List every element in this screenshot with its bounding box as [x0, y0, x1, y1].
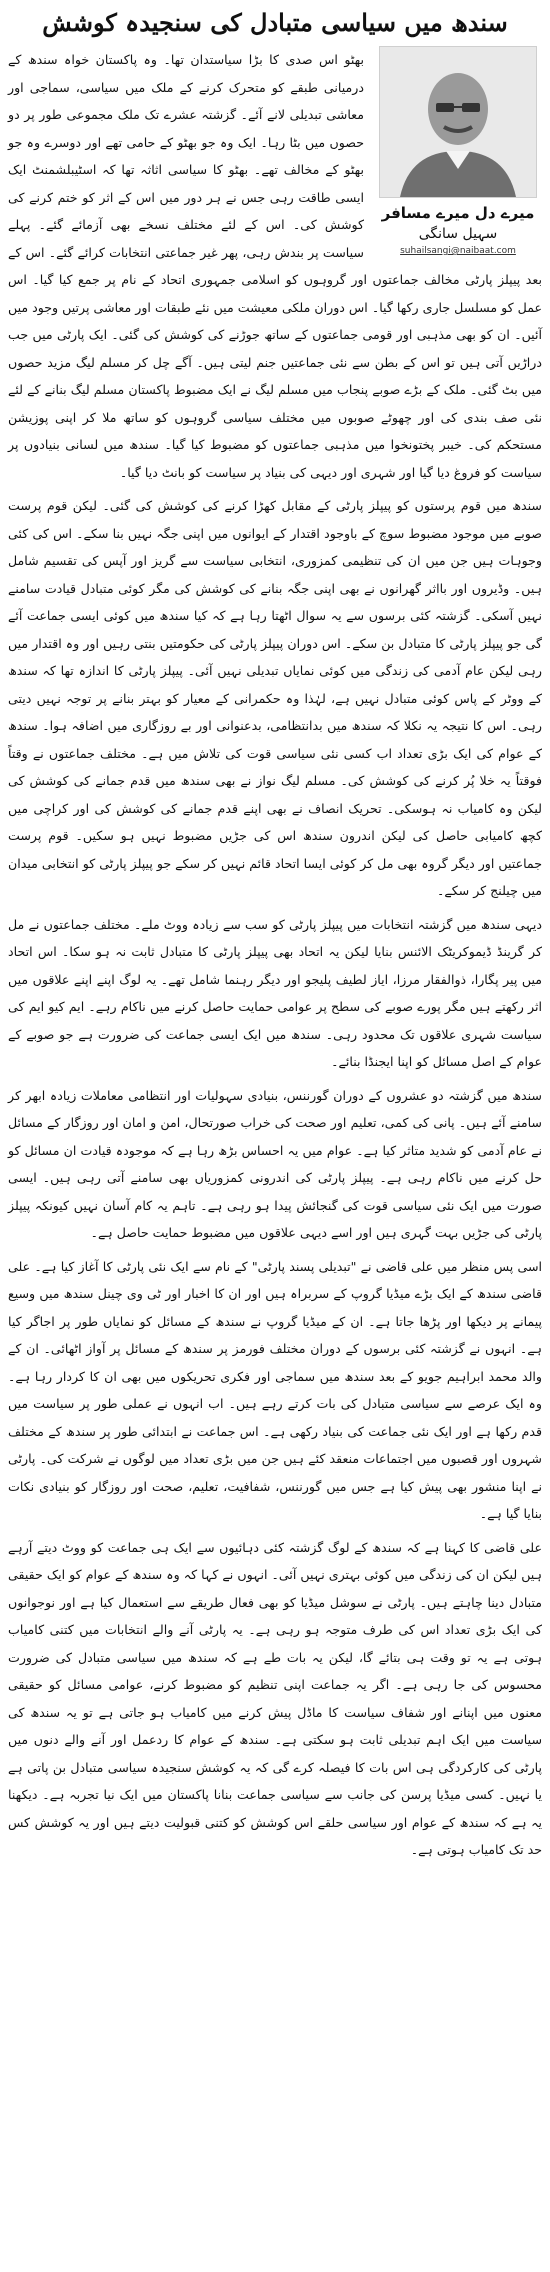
paragraph-6: علی قاضی کا کہنا ہے کہ سندھ کے لوگ گزشتہ کئی دہائیوں سے ایک ہی جماعت کو ووٹ دیتے آرہے ہیں لیکن ان کی زندگی میں کوئی بہتری نہیں آئی۔ انہوں نے کہا کہ وہ سندھ کے عوام کو ایک حقیقی متبادل دینا چاہتے ہیں۔ پارٹی نے سوشل میڈیا کو بھی فعال طریقے سے استعمال کیا ہے اور نوجوانوں کی ایک بڑی تعداد اس کی طرف متوجہ ہو رہی ہے۔ یہ پارٹی آنے والے انتخابات میں کتنی کامیاب ہوتی ہے یہ تو وقت ہی بتائے گا، لیکن یہ بات طے ہے کہ سندھ میں سیاسی متبادل کی ضرورت محسوس کی جا رہی ہے۔ اگر یہ جماعت اپنی تنظیم کو مضبوط کرنے، عوامی مسائل کو حقیقی معنوں میں اپنانے اور شفاف سیاست کا ماڈل پیش کرنے میں کامیاب ہو جاتی ہے تو یہ سندھ کی سیاست میں ایک اہم تبدیلی ثابت ہو سکتی ہے۔ سندھ کے عوام کا ردعمل اور آنے والے دنوں میں پارٹی کی کارکردگی ہی اس بات کا فیصلہ کرے گی کہ یہ کوشش سنجیدہ سیاسی متبادل بن پاتی ہے یا نہیں۔ کسی میڈیا پرسن کی جانب سے سیاسی جماعت بنانا پاکستان میں ایک نیا تجربہ ہے۔ دیکھنا یہ ہے کہ سندھ کے عوام اور سیاسی حلقے اس کوشش کو کتنی قبولیت دیتے ہیں اور یہ کوشش کس حد تک کامیاب ہوتی ہے۔ — [8, 1539, 542, 1857]
paragraph-4: سندھ میں گزشتہ دو عشروں کے دوران گورننس، بنیادی سہولیات اور انتظامی معاملات زیادہ ابھر کر سامنے آئے ہیں۔ پانی کی کمی، تعلیم اور صحت کی خراب صورتحال، امن و امان اور روزگار کے مسائل نے عام آدمی کو شدید متاثر کیا ہے۔ عوام میں یہ احساس بڑھ رہا ہے کہ موجودہ قیادت ان مسائل کو حل کرنے میں ناکام رہی ہے۔ پیپلز پارٹی کی اندرونی کمزوریاں بھی سامنے آتی رہی ہیں۔ ایسی صورت میں ایک نئی سیاسی قوت کی گنجائش پیدا ہو رہی ہے۔ تاہم یہ کام آسان نہیں کیونکہ پیپلز پارٹی کی جڑیں بہت گہری ہیں اور اسے دیہی علاقوں میں مضبوط حمایت حاصل ہے۔ — [8, 1087, 542, 1240]
paragraph-5: اسی پس منظر میں علی قاضی نے "تبدیلی پسند پارٹی" کے نام سے ایک نئی پارٹی کا آغاز کیا ہے۔ علی قاضی سندھ کے ایک بڑے میڈیا گروپ کے سربراہ ہیں اور ان کا اخبار اور ٹی وی چینل سندھ میں وسیع پیمانے پر دیکھا اور پڑھا جاتا ہے۔ ان کے میڈیا گروپ نے سندھ کے مسائل کو نمایاں طور پر اجاگر کیا ہے۔ انہوں نے گزشتہ کئی برسوں کے دوران مختلف فورمز پر سندھ کے مسائل پر آواز اٹھائی۔ ان کے والد محمد ابراہیم جویو کے بعد سندھ میں سماجی اور فکری تحریکوں میں بھی ان کا کردار رہا ہے۔ وہ ایک عرصے سے سیاسی متبادل کی بات کرتے رہے ہیں۔ اب انہوں نے عملی طور پر سیاست میں قدم رکھا ہے اور ایک نئی جماعت کی بنیاد رکھی ہے۔ اس جماعت نے ابتدائی طور پر سندھ کے مختلف شہروں اور قصبوں میں اجتماعات منعقد کئے ہیں جن میں بڑی تعداد میں لوگوں نے شرکت کی۔ پارٹی نے اپنا منشور بھی پیش کیا ہے جس میں گورننس، شفافیت، تعلیم، صحت اور روزگار کو بنیادی نکات بنایا گیا ہے۔ — [8, 1258, 542, 1521]
column-name: میرے دل میرے مسافر — [381, 204, 535, 222]
author-portrait-icon — [380, 47, 536, 197]
paragraph-2: سندھ میں قوم پرستوں کو پیپلز پارٹی کے مقابل کھڑا کرنے کی کوشش کی گئی۔ لیکن قوم پرست صوبے میں موجود مضبوط سوچ کے باوجود اقتدار کے ایوانوں میں اپنی جگہ نہیں بنا سکے۔ اس کی کئی وجوہات ہیں جن میں ان کی تنظیمی کمزوری، انتخابی سیاست سے گریز اور آپس کی تقسیم شامل ہیں۔ وڈیروں اور بااثر گھرانوں نے بھی اپنی جگہ بنانے کی کوشش کی مگر کوئی متبادل قیادت سامنے نہیں آسکی۔ گزشتہ کئی برسوں سے یہ سوال اٹھتا رہا ہے کہ کیا سندھ میں کوئی ایسی جماعت آئے گی جو پیپلز پارٹی کا متبادل بن سکے۔ اس دوران پیپلز پارٹی کی حکومتیں بنتی رہیں اور وہ اقتدار میں رہی لیکن عام آدمی کی زندگی میں کوئی نمایاں تبدیلی نہیں آئی۔ پیپلز پارٹی کا اندازہ تھا کہ سندھ کے ووٹر کے پاس کوئی متبادل نہیں ہے، لہٰذا وہ حکمرانی کے معیار کو بہتر بنانے پر توجہ نہیں دیتی رہی۔ اس کا نتیجہ یہ نکلا کہ سندھ میں بدانتظامی، بدعنوانی اور بے روزگاری میں اضافہ ہوا۔ سندھ کے عوام کی ایک بڑی تعداد اب کسی نئی سیاسی قوت کی تلاش میں ہے۔ مختلف جماعتوں نے وقتاً فوقتاً یہ خلا پُر کرنے کی کوشش کی۔ مسلم لیگ نواز نے بھی سندھ میں قدم جمانے کی کوشش کی لیکن وہ کامیاب نہ ہوسکی۔ تحریک انصاف نے بھی اپنے قدم جمانے کی کوشش کی اور کراچی میں کچھ کامیابی حاصل کی لیکن اندرون سندھ اس کی جڑیں مضبوط نہیں ہو سکیں۔ قوم پرست جماعتیں اور دیگر گروہ بھی مل کر کوئی ایسا اتحاد قائم نہیں کر سکے جو پیپلز پارٹی کو انتخابی میدان میں چیلنج کر سکے۔ — [8, 498, 542, 898]
article — [8, 0, 542, 1864]
paragraph-1: بھٹو اس صدی کا بڑا سیاستدان تھا۔ وہ پاکستان خواہ سندھ کے درمیانی طبقے کو متحرک کرنے کے ملک میں سیاسی، سماجی اور معاشی تبدیلی لانے آئے۔ گزشتہ عشرے تک ملک مجموعی طور پر دو حصوں میں بٹا رہا۔ ایک وہ جو بھٹو کے حامی تھے اور دوسرے وہ جو بھٹو کے مخالف تھے۔ بھٹو کا سیاسی اثاثہ تھا کہ اسٹیبلشمنٹ ایک ایسی طاقت رہی جس نے ہر دور میں اس کے اثر کو ختم کرنے کی کوشش کی۔ اس کے لئے مختلف نسخے بھی آزمائے گئے۔ پہلے سیاست پر بندش رہی، پھر غیر جماعتی انتخابات کرائے گئے۔ اس کے بعد پیپلز پارٹی مخالف جماعتوں اور گروہوں کو اسلامی جمہوری اتحاد کے نام پر جمع کیا گیا۔ اس عمل کو مسلسل جاری رکھا گیا۔ اس دوران ملکی معیشت میں نئے طبقات اور معاشی پرتیں وجود میں آئیں۔ ان کو بھی مذہبی اور قومی جماعتوں کے ساتھ جوڑنے کی کوشش کی گئی۔ ایک پارٹی میں جب دراڑیں آتی ہیں تو اس کے بطن سے نئی جماعتیں جنم لیتی ہیں۔ آگے چل کر مسلم لیگ مزید حصوں میں بٹ گئی۔ ملک کے بڑے صوبے پنجاب میں مسلم لیگ نے ایک مضبوط پاکستان مسلم لیگ بنانے کے لئے نئی صف بندی کی اور چھوٹے صوبوں میں مختلف سیاسی گروہوں کو ساتھ ملا کر اپنی پوزیشن مستحکم کی۔ خیبر پختونخوا میں مذہبی جماعتوں کو مضبوط کیا گیا۔ سندھ میں لسانی بنیادوں پر سیاست کو فروغ دیا گیا اور شہری اور دیہی کی بنیاد پر سیاست کو بانٹ دیا گیا۔ — [8, 52, 542, 480]
author-email[interactable]: suhailsangi@naibaat.com — [400, 246, 516, 256]
headline: سندھ میں سیاسی متبادل کی سنجیدہ کوشش — [42, 8, 508, 37]
paragraph-3: دیہی سندھ میں گزشتہ انتخابات میں پیپلز پارٹی کو سب سے زیادہ ووٹ ملے۔ مختلف جماعتوں نے مل کر گرینڈ ڈیموکریٹک الائنس بنایا لیکن یہ اتحاد بھی پیپلز پارٹی کا متبادل ثابت نہ ہو سکا۔ اس اتحاد میں پیر پگارا، ذوالفقار مرزا، ایاز لطیف پلیجو اور دیگر رہنما شامل تھے۔ یہ لوگ اپنے اپنے علاقوں میں اثر رکھتے ہیں مگر پورے صوبے کی سطح پر عوامی حمایت حاصل کرنے میں ناکام رہے۔ ایم کیو ایم کی سیاست شہری علاقوں تک محدود رہی۔ سندھ میں ایک ایسی جماعت کی ضرورت ہے جو صوبے کے عوام کے اصل مسائل کو اپنا ایجنڈا بنائے۔ — [8, 916, 542, 1069]
byline — [374, 46, 542, 258]
author-name: سہیل سانگی — [418, 226, 498, 242]
author-photo — [379, 46, 537, 198]
